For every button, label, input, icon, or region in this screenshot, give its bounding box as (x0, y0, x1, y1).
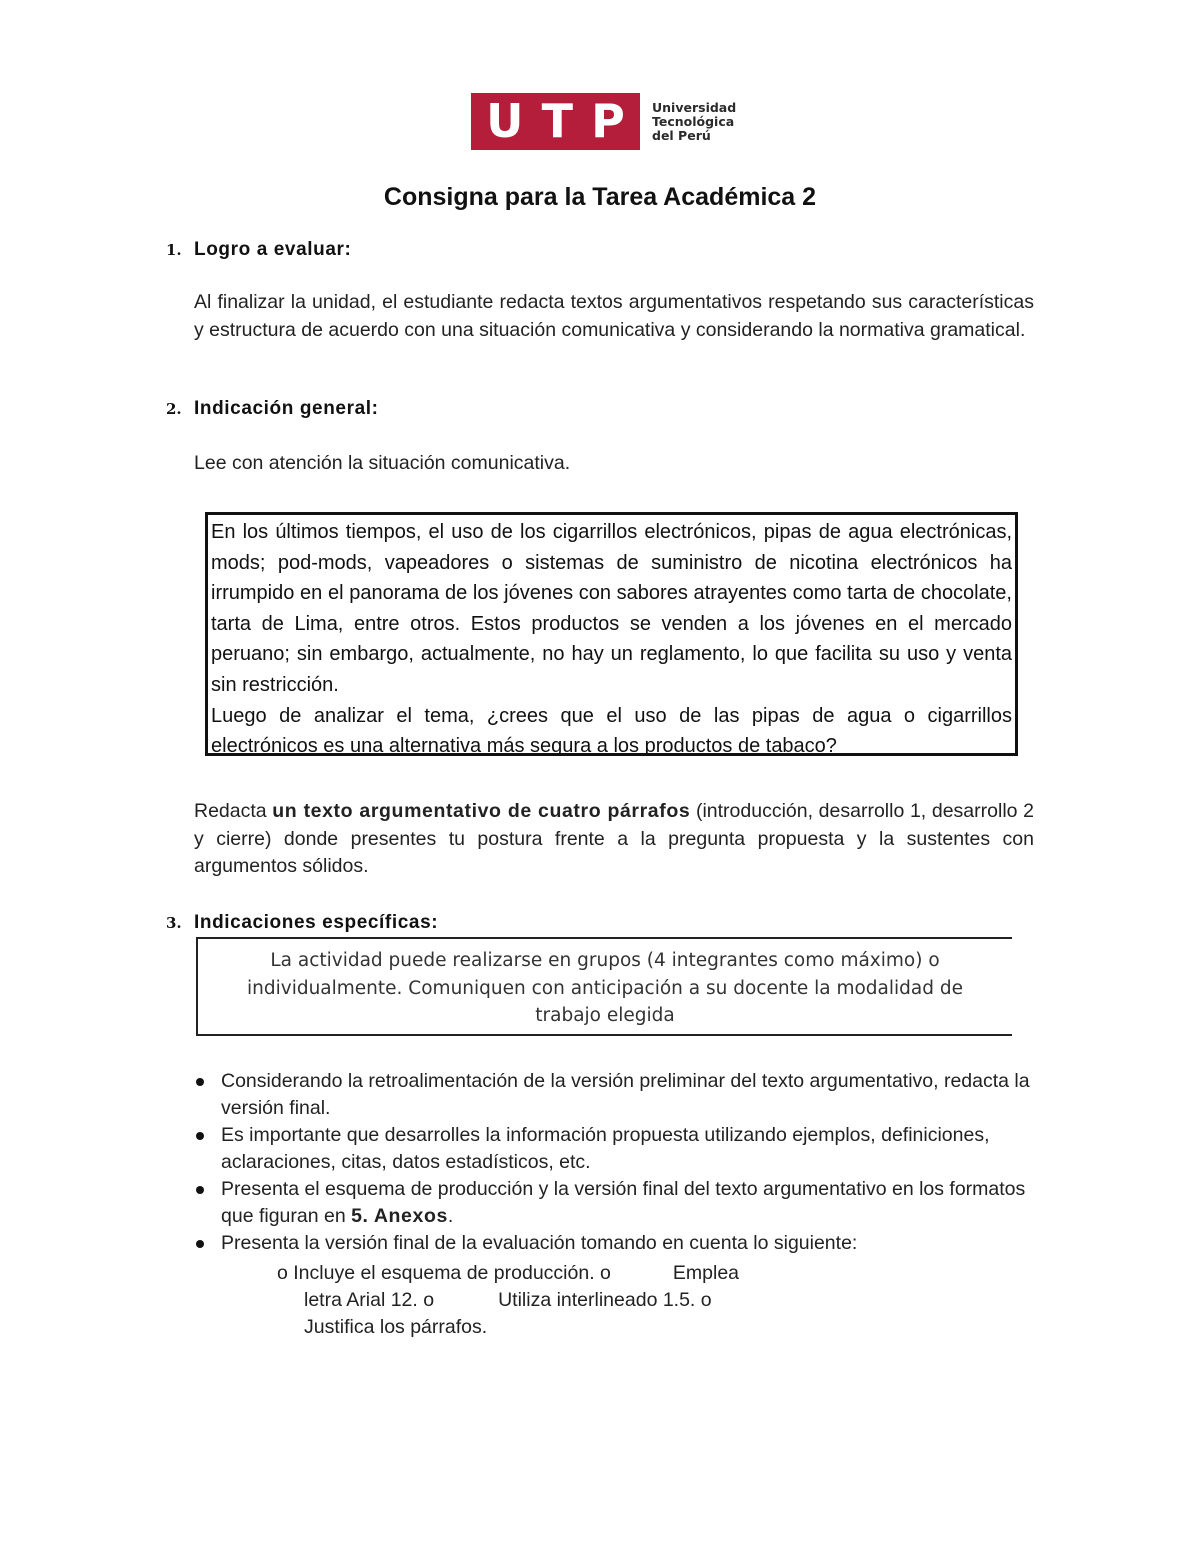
section-number: 3. (166, 914, 182, 932)
section-number: 1. (166, 241, 182, 259)
list-item: Presenta la versión final de la evaluación tomando en cuenta lo siguiente: (194, 1230, 1034, 1257)
section-1-heading (166, 237, 351, 263)
logo-letter-u: U (486, 94, 524, 148)
sub-item: Utiliza interlineado 1.5. o (498, 1289, 712, 1311)
section-number: 2. (166, 400, 182, 418)
section-title: Logro a evaluar: (194, 239, 352, 260)
document-title: Consigna para la Tarea Académica 2 (383, 183, 817, 211)
utp-logo (471, 93, 736, 150)
situation-box (205, 512, 1018, 756)
logo-letter-t: T (541, 94, 573, 148)
section-title: Indicación general: (194, 398, 379, 419)
bullet-icon (196, 1078, 204, 1086)
redacta-paragraph: Redacta un texto argumentativo de cuatro párrafos (introducción, desarrollo 1, desarrollo 2 y cierre) donde presentes tu postura frente a la pregunta propuesta y la sustentes con argumentos sólidos. (194, 800, 1034, 877)
list-item: Presenta el esquema de producción y la versión final del texto argumentativo en los formatos que figuran en 5. Anexos. (194, 1176, 1034, 1230)
utp-logo-mark (471, 93, 640, 150)
sub-item: o Incluye el esquema de producción. o (277, 1262, 611, 1284)
redacta-emphasis: un texto argumentativo de cuatro párrafos (272, 800, 691, 822)
sub-item: letra Arial 12. o (304, 1289, 435, 1311)
section-title: Indicaciones específicas: (194, 912, 439, 933)
group-modality-box: La actividad puede realizarse en grupos (4 integrantes como máximo) o individualmente. Comuniquen con anticipación a su docente la modalidad de trabajo elegida (196, 937, 1012, 1036)
indicacion-paragraph: Lee con atención la situación comunicativa. (194, 452, 571, 474)
sub-item: Emplea (672, 1262, 740, 1284)
bullet-icon (196, 1240, 204, 1248)
section-3-heading (166, 910, 438, 936)
logo-letter-p: P (591, 94, 625, 148)
anexos-reference: 5. Anexos (351, 1205, 448, 1227)
list-item: Considerando la retroalimentación de la versión preliminar del texto argumentativo, redacta la versión final. (194, 1068, 1034, 1122)
list-item: Es importante que desarrolles la información propuesta utilizando ejemplos, definiciones, aclaraciones, citas, datos estadísticos, etc. (194, 1122, 1034, 1176)
format-requirements (277, 1260, 837, 1341)
situation-question: Luego de analizar el tema, ¿crees que el uso de las pipas de agua o cigarrillos electrónicos es una alternativa más segura a los productos de tabaco? (211, 704, 1012, 758)
specific-instructions-list (194, 1068, 1034, 1257)
bullet-icon (196, 1132, 204, 1140)
logro-paragraph: Al finalizar la unidad, el estudiante redacta textos argumentativos respetando sus características y estructura de acuerdo con una situación comunicativa y considerando la normativa gramatical. (194, 291, 1034, 341)
logo-university-name: Universidad Tecnológica del Perú (652, 99, 737, 143)
sub-item: Justifica los párrafos. (304, 1316, 488, 1338)
situation-paragraph: En los últimos tiempos, el uso de los cigarrillos electrónicos, pipas de agua electrónicas, mods; pod-mods, vapeadores o sistemas de suministro de nicotina electrónicos ha irrumpido en el panorama de los jóvenes con sabores atrayentes como tarta de chocolate, tarta de Lima, entre otros. Estos productos se venden a los jóvenes en el mercado peruano; sin embargo, actualmente, no hay un reglamento, lo que facilita su uso y venta sin restricción. (211, 521, 1012, 696)
section-2-heading (166, 396, 379, 422)
bullet-icon (196, 1186, 204, 1194)
